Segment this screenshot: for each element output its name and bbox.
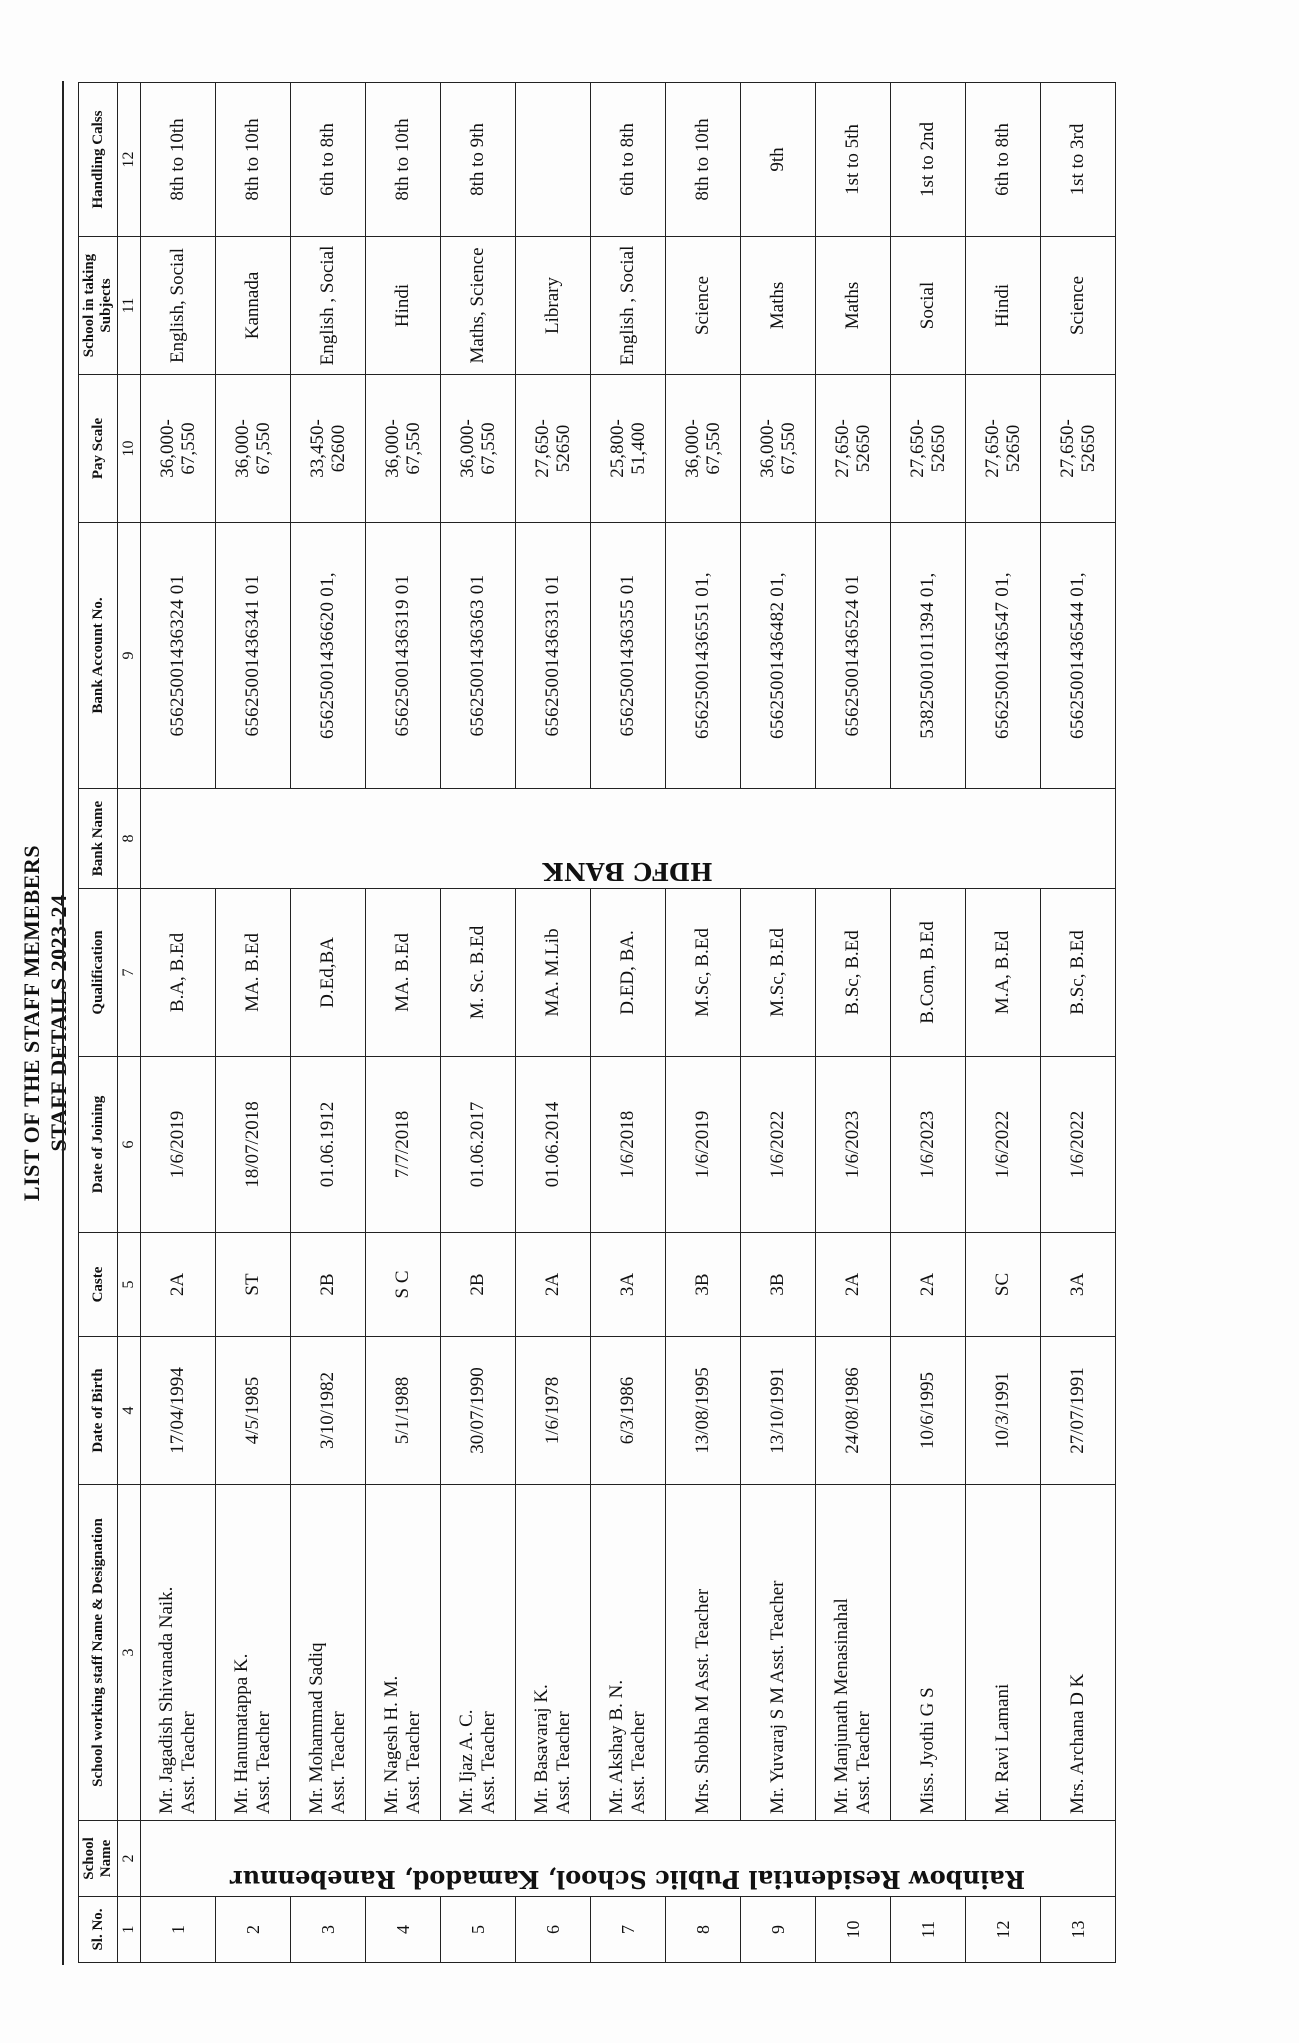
col-number: 1	[118, 1897, 141, 1963]
pay-scale-start: 36,000-	[457, 419, 478, 478]
pay-scale-end: 51,400	[628, 422, 649, 475]
sl-number-cell: 8	[666, 1897, 741, 1963]
classes-cell: 8th to 10th	[666, 83, 741, 237]
sl-number-cell: 2	[216, 1897, 291, 1963]
pay-scale-start: 36,000-	[382, 419, 403, 478]
staff-cell	[216, 1485, 291, 1821]
classes-cell	[516, 83, 591, 237]
dob-cell: 10/6/1995	[891, 1337, 966, 1485]
pay-scale-start: 36,000-	[757, 419, 778, 478]
account-cell: 65625001436551 01,	[666, 523, 741, 789]
staff-name: Mr. Jagadish Shivanada Naik.	[156, 1586, 177, 1814]
pay-scale-end: 67,550	[778, 422, 799, 475]
bank-name-cell	[141, 789, 1116, 889]
account-cell: 65625001436620 01,	[291, 523, 366, 789]
account-cell: 65625001436544 01,	[1041, 523, 1116, 789]
pay-scale-cell	[141, 375, 216, 523]
col-header-classes: Handling Calss	[79, 83, 118, 237]
dob-cell: 3/10/1982	[291, 1337, 366, 1485]
account-cell: 53825001011394 01,	[891, 523, 966, 789]
sl-number-cell: 9	[741, 1897, 816, 1963]
account-cell: 65625001436319 01	[366, 523, 441, 789]
classes-cell: 6th to 8th	[291, 83, 366, 237]
col-header-account: Bank Account No.	[79, 523, 118, 789]
col-number: 9	[118, 523, 141, 789]
qualification-cell: M.Sc, B.Ed	[741, 889, 816, 1057]
table-row	[966, 83, 1041, 1963]
qualification-cell: M.Sc, B.Ed	[666, 889, 741, 1057]
staff-designation: Asst. Teacher	[178, 1711, 199, 1814]
pay-scale-start: 33,450-	[307, 419, 328, 478]
doj-cell: 1/6/2023	[891, 1057, 966, 1233]
staff-designation: Asst. Teacher	[553, 1711, 574, 1814]
sl-number-cell: 6	[516, 1897, 591, 1963]
col-number: 12	[118, 83, 141, 237]
staff-designation: Asst. Teacher	[478, 1711, 499, 1814]
account-cell: 65625001436331 01	[516, 523, 591, 789]
caste-cell: SC	[966, 1233, 1041, 1337]
caste-cell: 2A	[141, 1233, 216, 1337]
staff-cell	[591, 1485, 666, 1821]
col-number: 11	[118, 237, 141, 375]
staff-cell	[291, 1485, 366, 1821]
doj-cell: 7/7/2018	[366, 1057, 441, 1233]
pay-scale-end: 67,550	[178, 422, 199, 475]
qualification-cell: B.Com, B.Ed	[891, 889, 966, 1057]
sl-number-cell: 4	[366, 1897, 441, 1963]
school-name: Rainbow Residential Public School, Kamadod, Ranebennur	[230, 1865, 1026, 1894]
sl-number-cell: 5	[441, 1897, 516, 1963]
col-header-bank: Bank Name	[79, 789, 118, 889]
pay-scale-end: 67,550	[703, 422, 724, 475]
pay-scale-end: 52650	[553, 424, 574, 473]
sl-number-cell: 3	[291, 1897, 366, 1963]
pay-scale-end: 62600	[328, 424, 349, 473]
table-row	[816, 83, 891, 1963]
pay-scale-cell	[291, 375, 366, 523]
staff-name: Mr. Mohammad Sadiq	[306, 1642, 327, 1814]
classes-cell: 1st to 3rd	[1041, 83, 1116, 237]
doj-cell: 01.06.2017	[441, 1057, 516, 1233]
staff-name: Mrs. Archana D K	[1067, 1673, 1088, 1814]
staff-cell	[741, 1485, 816, 1821]
caste-cell: 2A	[891, 1233, 966, 1337]
table-row	[216, 83, 291, 1963]
caste-cell: 3A	[591, 1233, 666, 1337]
qualification-cell: B.Sc, B.Ed	[816, 889, 891, 1057]
sl-number-cell: 10	[816, 1897, 891, 1963]
pay-scale-cell	[366, 375, 441, 523]
dob-cell: 10/3/1991	[966, 1337, 1041, 1485]
table-row	[516, 83, 591, 1963]
pay-scale-cell	[516, 375, 591, 523]
caste-cell: ST	[216, 1233, 291, 1337]
subjects-cell: Science	[666, 237, 741, 375]
sl-number-cell: 7	[591, 1897, 666, 1963]
staff-name: Mrs. Shobha M Asst. Teacher	[692, 1588, 713, 1814]
pay-scale-start: 36,000-	[232, 419, 253, 478]
qualification-cell: M. Sc. B.Ed	[441, 889, 516, 1057]
col-header-dob: Date of Birth	[79, 1337, 118, 1485]
qualification-cell: D.ED, BA.	[591, 889, 666, 1057]
pay-scale-end: 52650	[853, 424, 874, 473]
qualification-cell: MA. M.Lib	[516, 889, 591, 1057]
subjects-cell: English, Social	[141, 237, 216, 375]
dob-cell: 4/5/1985	[216, 1337, 291, 1485]
subjects-cell: Kannada	[216, 237, 291, 375]
table-row	[291, 83, 366, 1963]
staff-name: Mr. Ijaz A. C.	[456, 1709, 477, 1814]
subjects-cell: Hindi	[366, 237, 441, 375]
dob-cell: 30/07/1990	[441, 1337, 516, 1485]
subjects-cell: Social	[891, 237, 966, 375]
pay-scale-start: 27,650-	[1057, 419, 1078, 478]
caste-cell: 2A	[816, 1233, 891, 1337]
sl-number-cell: 12	[966, 1897, 1041, 1963]
table-row	[591, 83, 666, 1963]
classes-cell: 6th to 8th	[591, 83, 666, 237]
col-header-staff: School working staff Name & Designation	[79, 1485, 118, 1821]
sl-number-cell: 1	[141, 1897, 216, 1963]
dob-cell: 1/6/1978	[516, 1337, 591, 1485]
col-number: 8	[118, 789, 141, 889]
doj-cell: 1/6/2018	[591, 1057, 666, 1233]
doj-cell: 1/6/2022	[966, 1057, 1041, 1233]
pay-scale-cell	[1041, 375, 1116, 523]
col-header-qualification: Qualification	[79, 889, 118, 1057]
staff-cell	[516, 1485, 591, 1821]
qualification-cell: D.Ed,BA	[291, 889, 366, 1057]
staff-designation: Asst. Teacher	[628, 1711, 649, 1814]
col-number: 10	[118, 375, 141, 523]
caste-cell: 3A	[1041, 1233, 1116, 1337]
classes-cell: 8th to 10th	[216, 83, 291, 237]
doj-cell: 01.06.2014	[516, 1057, 591, 1233]
staff-name: Mr. Hanumatappa K.	[231, 1653, 252, 1814]
header-row	[79, 83, 118, 1963]
classes-cell: 1st to 2nd	[891, 83, 966, 237]
staff-name: Mr. Akshay B. N.	[606, 1679, 627, 1814]
doj-cell: 1/6/2022	[741, 1057, 816, 1233]
staff-name: Miss. Jyothi G S	[917, 1687, 938, 1814]
staff-name: Mr. Nagesh H. M.	[381, 1675, 402, 1814]
pay-scale-cell	[891, 375, 966, 523]
pay-scale-end: 52650	[928, 424, 949, 473]
classes-cell: 8th to 10th	[366, 83, 441, 237]
staff-cell	[816, 1485, 891, 1821]
pay-scale-cell	[216, 375, 291, 523]
table-row	[1041, 83, 1116, 1963]
pay-scale-start: 27,650-	[832, 419, 853, 478]
caste-cell: 3B	[666, 1233, 741, 1337]
qualification-cell: B.Sc, B.Ed	[1041, 889, 1116, 1057]
doj-cell: 1/6/2019	[666, 1057, 741, 1233]
staff-cell	[966, 1485, 1041, 1821]
staff-table	[78, 82, 1116, 1963]
qualification-cell: MA. B.Ed	[216, 889, 291, 1057]
col-number: 3	[118, 1485, 141, 1821]
pay-scale-end: 52650	[1078, 424, 1099, 473]
staff-name: Mr. Yuvaraj S M Asst. Teacher	[767, 1580, 788, 1814]
staff-designation: Asst. Teacher	[253, 1711, 274, 1814]
dob-cell: 24/08/1986	[816, 1337, 891, 1485]
caste-cell: 2A	[516, 1233, 591, 1337]
account-cell: 65625001436524 01	[816, 523, 891, 789]
subjects-cell: English , Social	[591, 237, 666, 375]
table-row	[366, 83, 441, 1963]
pay-scale-end: 67,550	[403, 422, 424, 475]
classes-cell: 8th to 10th	[141, 83, 216, 237]
col-number: 5	[118, 1233, 141, 1337]
table-row	[666, 83, 741, 1963]
staff-cell	[1041, 1485, 1116, 1821]
account-cell: 65625001436363 01	[441, 523, 516, 789]
classes-cell: 8th to 9th	[441, 83, 516, 237]
pay-scale-cell	[666, 375, 741, 523]
account-cell: 65625001436341 01	[216, 523, 291, 789]
table-row	[441, 83, 516, 1963]
doj-cell: 18/07/2018	[216, 1057, 291, 1233]
account-cell: 65625001436355 01	[591, 523, 666, 789]
sl-number-cell: 11	[891, 1897, 966, 1963]
doj-cell: 1/6/2019	[141, 1057, 216, 1233]
doj-cell: 1/6/2022	[1041, 1057, 1116, 1233]
subjects-cell: Maths	[741, 237, 816, 375]
col-header-doj: Date of Joining	[79, 1057, 118, 1233]
staff-cell	[366, 1485, 441, 1821]
col-header-school: School Name	[79, 1821, 118, 1897]
account-cell: 65625001436547 01,	[966, 523, 1041, 789]
account-cell: 65625001436482 01,	[741, 523, 816, 789]
col-header-sl: Sl. No.	[79, 1897, 118, 1963]
staff-cell	[441, 1485, 516, 1821]
classes-cell: 6th to 8th	[966, 83, 1041, 237]
col-number: 4	[118, 1337, 141, 1485]
subjects-cell: Library	[516, 237, 591, 375]
staff-cell	[141, 1485, 216, 1821]
subjects-cell: English , Social	[291, 237, 366, 375]
pay-scale-start: 27,650-	[532, 419, 553, 478]
school-name-cell	[141, 1821, 1116, 1897]
sl-number-cell: 13	[1041, 1897, 1116, 1963]
frame-line	[62, 81, 64, 1965]
classes-cell: 9th	[741, 83, 816, 237]
caste-cell: S C	[366, 1233, 441, 1337]
dob-cell: 13/10/1991	[741, 1337, 816, 1485]
staff-designation: Asst. Teacher	[328, 1711, 349, 1814]
dob-cell: 5/1/1988	[366, 1337, 441, 1485]
col-header-caste: Caste	[79, 1233, 118, 1337]
pay-scale-end: 67,550	[253, 422, 274, 475]
pay-scale-cell	[591, 375, 666, 523]
document-title: LIST OF THE STAFF MEMEBERS	[19, 844, 44, 1202]
subjects-cell: Science	[1041, 237, 1116, 375]
qualification-cell: B.A, B.Ed	[141, 889, 216, 1057]
pay-scale-cell	[741, 375, 816, 523]
pay-scale-cell	[816, 375, 891, 523]
pay-scale-start: 27,650-	[982, 419, 1003, 478]
staff-name: Mr. Manjunath Menasinahal	[831, 1598, 852, 1814]
account-cell: 65625001436324 01	[141, 523, 216, 789]
col-number: 2	[118, 1821, 141, 1897]
staff-name: Mr. Basavaraj K.	[531, 1684, 552, 1814]
document-subtitle: STAFF DETAILS 2023-24	[46, 894, 71, 1152]
doj-cell: 01.06.1912	[291, 1057, 366, 1233]
col-header-subjects: School in taking Subjects	[79, 237, 118, 375]
table-row	[891, 83, 966, 1963]
column-number-row	[118, 83, 141, 1963]
col-header-pay: Pay Scale	[79, 375, 118, 523]
staff-cell	[891, 1485, 966, 1821]
table-row	[741, 83, 816, 1963]
pay-scale-start: 25,800-	[607, 419, 628, 478]
col-number: 7	[118, 889, 141, 1057]
qualification-cell: MA. B.Ed	[366, 889, 441, 1057]
classes-cell: 1st to 5th	[816, 83, 891, 237]
qualification-cell: M.A, B.Ed	[966, 889, 1041, 1057]
subjects-cell: Maths, Science	[441, 237, 516, 375]
caste-cell: 2B	[441, 1233, 516, 1337]
dob-cell: 17/04/1994	[141, 1337, 216, 1485]
pay-scale-start: 36,000-	[157, 419, 178, 478]
pay-scale-end: 52650	[1003, 424, 1024, 473]
staff-rows	[141, 83, 1116, 1963]
pay-scale-end: 67,550	[478, 422, 499, 475]
dob-cell: 6/3/1986	[591, 1337, 666, 1485]
pay-scale-start: 36,000-	[682, 419, 703, 478]
col-number: 6	[118, 1057, 141, 1233]
dob-cell: 27/07/1991	[1041, 1337, 1116, 1485]
caste-cell: 2B	[291, 1233, 366, 1337]
dob-cell: 13/08/1995	[666, 1337, 741, 1485]
caste-cell: 3B	[741, 1233, 816, 1337]
pay-scale-cell	[441, 375, 516, 523]
pay-scale-start: 27,650-	[907, 419, 928, 478]
doj-cell: 1/6/2023	[816, 1057, 891, 1233]
staff-designation: Asst. Teacher	[403, 1711, 424, 1814]
staff-designation: Asst. Teacher	[853, 1711, 874, 1814]
staff-cell	[666, 1485, 741, 1821]
staff-name: Mr. Ravi Lamani	[992, 1683, 1013, 1814]
pay-scale-cell	[966, 375, 1041, 523]
table-row	[141, 83, 216, 1963]
bank-name: HDFC BANK	[543, 857, 713, 886]
subjects-cell: Hindi	[966, 237, 1041, 375]
subjects-cell: Maths	[816, 237, 891, 375]
